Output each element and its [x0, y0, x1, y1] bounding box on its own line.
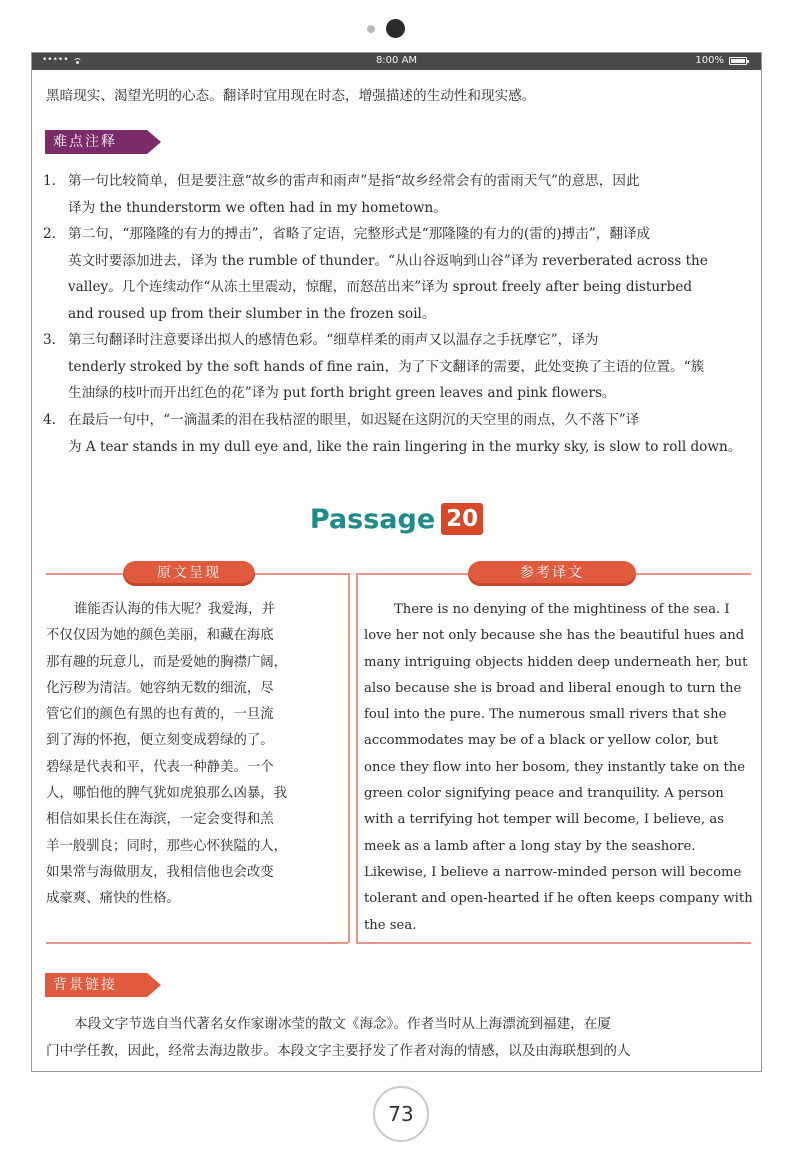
original-line: 碧绿是代表和平，代表一种静美。一个: [46, 759, 274, 775]
note-item-4: [68, 407, 741, 460]
translation-line: Likewise, I believe a narrow-minded person will become: [364, 864, 742, 880]
notes-section-tag: [45, 130, 161, 154]
original-section-title: 原文呈现: [123, 561, 255, 586]
translation-line: meek as a lamb after a long stay by the seashore.: [364, 838, 696, 854]
note-number: 2.: [43, 226, 56, 242]
original-bottom-rule: [46, 942, 348, 944]
background-line: 门中学任教，因此，经常去海边散步。本段文字主要抒发了作者对海的情感，以及由海联想到的人: [46, 1042, 631, 1059]
column-divider-right: [356, 573, 358, 943]
translation-line: the sea.: [364, 917, 417, 933]
translation-line: love her not only because she has the beautiful hues and: [364, 628, 745, 644]
original-line: 管它们的颜色有黑的也有黄的，一旦流: [46, 707, 274, 723]
original-line: 成豪爽、痛快的性格。: [46, 891, 180, 907]
translation-line: once they flow into her bosom, they instantly take on the: [364, 759, 746, 775]
intro-line: 黑暗现实、渴望光明的心态。翻译时宜用现在时态，增强描述的生动性和现实感。: [46, 88, 536, 104]
original-line: 到了海的怀抱，便立刻变成碧绿的了。: [46, 733, 274, 749]
original-text: [46, 597, 346, 913]
translation-line: tolerant and open-hearted if he often keeps company with: [364, 891, 753, 907]
original-line: 羊一般驯良；同时，那些心怀狭隘的人，: [46, 838, 288, 854]
background-section-title: 背景链接: [53, 977, 117, 993]
status-bar: [32, 53, 761, 70]
camera-small-dot: [367, 25, 375, 33]
page-content: [32, 70, 761, 1071]
translation-line: also because she is broad and liberal enough to turn the: [364, 680, 742, 696]
original-line: 人，哪怕他的脾气犹如虎狼那么凶暴，我: [46, 786, 288, 802]
passage-label: Passage: [309, 504, 436, 535]
note-line: valley。几个连续动作“从冻土里震动，惊醒，而怒茁出来”译为 sprout freely after being disturbed: [68, 279, 693, 295]
note-line: 第三句翻译时注意要译出拟人的感情色彩。“细草样柔的雨声又以温存之手抚摩它”，译为: [68, 332, 599, 348]
note-line: 第一句比较简单，但是要注意“故乡的雷声和雨声”是指“故乡经常会有的雷雨天气”的意思，因此: [68, 173, 640, 189]
passage-number-badge: 20: [441, 503, 483, 535]
translation-line: There is no denying of the mightiness of the sea. I: [394, 602, 730, 617]
background-section-tag: [45, 973, 161, 997]
note-item-2: [68, 221, 708, 327]
translation-section-title: 参考译文: [468, 561, 636, 586]
note-line: tenderly stroked by the soft hands of fine rain，为了下文翻译的需要，此处变换了主语的位置。“簇: [68, 358, 705, 375]
battery-icon: [729, 57, 747, 65]
note-number: 3.: [43, 332, 56, 348]
battery-percent: 100%: [695, 55, 724, 66]
translation-line: many intriguing objects hidden deep underneath her, but: [364, 654, 748, 670]
page-number: 73: [373, 1086, 429, 1142]
original-line: 不仅仅因为她的颜色美丽，和藏在海底: [46, 628, 274, 644]
notes-section-title: 难点注释: [53, 134, 117, 150]
original-line: 谁能否认海的伟大呢？我爱海，并: [74, 602, 275, 617]
tablet-screen: [31, 52, 762, 1072]
original-line: 如果常与海做朋友，我相信他也会改变: [46, 864, 274, 880]
background-line: 本段文字节选自当代著名女作家谢冰莹的散文《海念》。作者当时从上海漂流到福建，在厦: [74, 1016, 611, 1032]
note-line: and roused up from their slumber in the frozen soil。: [68, 305, 436, 322]
note-item-3: [68, 327, 704, 407]
note-number: 1.: [43, 173, 56, 189]
original-line: 相信如果长住在海滨，一定会变得和羔: [46, 812, 274, 828]
translation-text: [364, 597, 753, 939]
translation-line: green color signifying peace and tranquility. A person: [364, 786, 724, 802]
translation-line: accommodates may be of a black or yellow color, but: [364, 733, 718, 749]
note-item-1: [68, 168, 640, 221]
original-line: 化污秽为清洁。她容纳无数的细流，尽: [46, 680, 274, 696]
passage-title: [32, 503, 761, 535]
camera-lens-icon: [386, 19, 405, 38]
note-line: 为 A tear stands in my dull eye and, like the rain lingering in the murky sky, is slow to roll down。: [68, 438, 742, 455]
note-number: 4.: [43, 412, 56, 428]
note-line: 英文时要添加进去，译为 the rumble of thunder。“从山谷返响到山谷”译为 reverberated across the: [68, 252, 708, 269]
translation-line: foul into the pure. The numerous small rivers that she: [364, 707, 727, 723]
note-line: 生油绿的枝叶而开出红色的花”译为 put forth bright green leaves and pink flowers。: [68, 385, 616, 401]
translation-bottom-rule: [356, 942, 751, 944]
signal-strength-icon: •••••: [42, 55, 69, 65]
column-divider-left: [348, 573, 350, 943]
status-time: 8:00 AM: [375, 55, 418, 66]
note-line: 在最后一句中，“一滴温柔的泪在我枯涩的眼里，如迟疑在这阴沉的天空里的雨点，久不落下”译: [68, 412, 640, 428]
note-line: 译为 the thunderstorm we often had in my hometown。: [68, 199, 447, 216]
translation-line: with a terrifying hot temper will become, I believe, as: [364, 812, 724, 828]
note-line: 第二句，“那隆隆的有力的搏击”，省略了定语，完整形式是“那隆隆的有力的(雷的)搏击”，翻译成: [68, 226, 651, 242]
original-line: 那有趣的玩意儿，而是爱她的胸襟广阔，: [46, 654, 288, 670]
background-text: [46, 1011, 631, 1064]
